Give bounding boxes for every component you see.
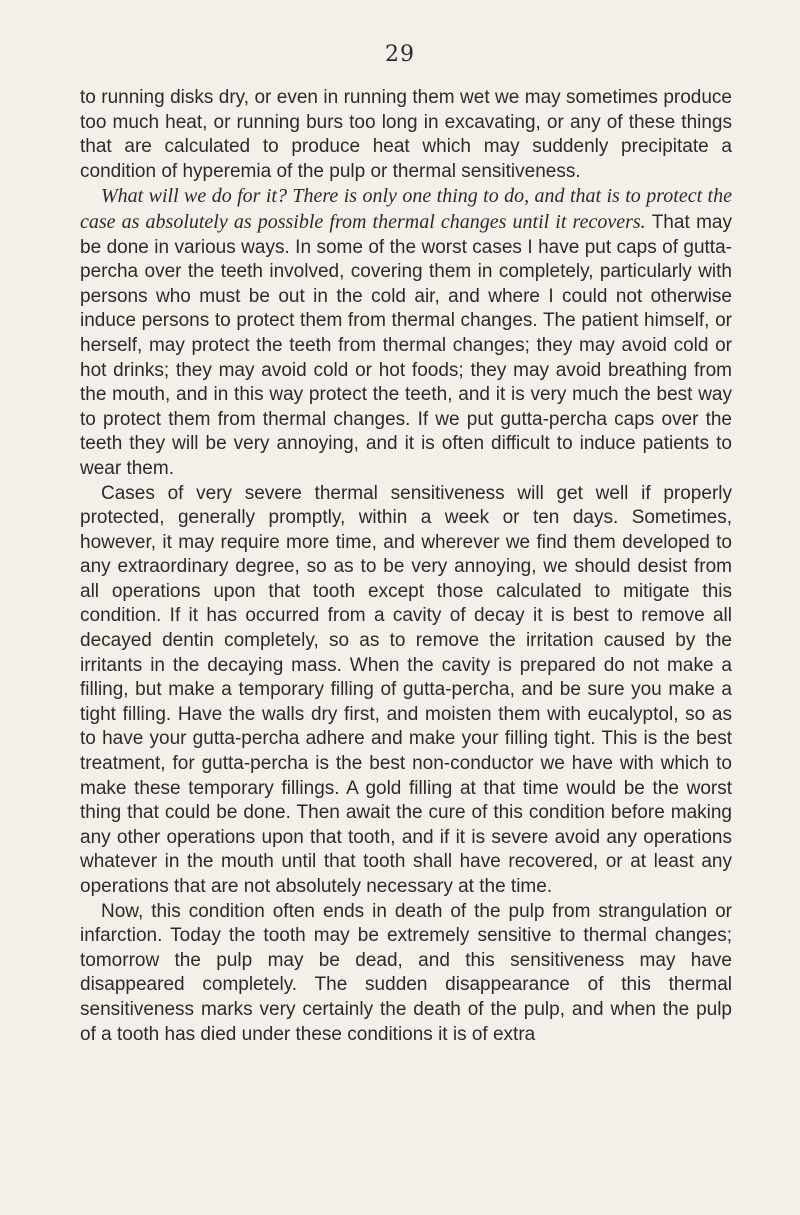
text-run: Now, this condition often ends in death of the pulp from strangulation or infarction. Today the tooth may be extremely sensitive to thermal changes; tomorrow the pulp may be dead, and this sensitiveness may have disappeared completely. The sudden disappearance of this thermal sensitiveness marks very certainly the death of the pulp, and when the pulp of a tooth has died under these conditions it is of extra xyxy=(80,900,732,1045)
text-run: to running disks dry, or even in running them wet we may sometimes produce too much heat, or running burs too long in excavating, or any of these things that are calculated to produce heat which may suddenly precipitate a condition of hyperemia of the pulp or thermal sensitiveness. xyxy=(80,87,732,182)
paragraph xyxy=(80,184,732,481)
text-run: That may be done in various ways. In some of the worst cases I have put caps of gutta-percha over the teeth involved, covering them in completely, particularly with persons who must be out in the cold air, and where I could not otherwise induce persons to protect them from thermal changes. The patient himself, or herself, may protect the teeth from thermal changes; they may avoid cold or hot drinks; they may avoid cold or hot foods; they may avoid breathing from the mouth, and in this way protect the teeth, and it is very much the best way to protect them from thermal changes. If we put gutta-percha caps over the teeth they will be very annoying, and it is often difficult to induce patients to wear them. xyxy=(80,211,732,479)
text-run: Cases of very severe thermal sensitiveness will get well if properly protected, generally promptly, within a week or ten days. Sometimes, however, it may require more time, and wherever we find them developed to any extraordinary degree, so as to be very annoying, we should desist from all operations upon that tooth except those calculated to mitigate this condition. If it has occurred from a cavity of decay it is best to remove all decayed dentin completely, so as to remove the irritation caused by the irritants in the decaying mass. When the cavity is prepared do not make a filling, but make a temporary filling of gutta-percha, and be sure you make a tight filling. Have the walls dry first, and moisten them with eucalyptol, so as to have your gutta-percha adhere and make your filling tight. This is the best treatment, for gutta-percha is the best non-conductor we have with which to make these temporary fillings. A gold filling at that time would be the worst thing that could be done. Then await the cure of this condition before making any other operations upon that tooth, and if it is severe avoid any operations whatever in the mouth until that tooth shall have recovered, or at least any operations that are not absolutely necessary at the time. xyxy=(80,482,732,897)
paragraph xyxy=(80,86,732,184)
paragraph xyxy=(80,900,732,1048)
paragraph xyxy=(80,482,732,900)
page-number: 29 xyxy=(385,42,415,67)
italic-text-run: What will we do for it? There is only one thing to do, and that is to protect the case as absolutely as possible from thermal changes until it recovers. xyxy=(80,185,732,233)
body-text xyxy=(80,86,732,1047)
